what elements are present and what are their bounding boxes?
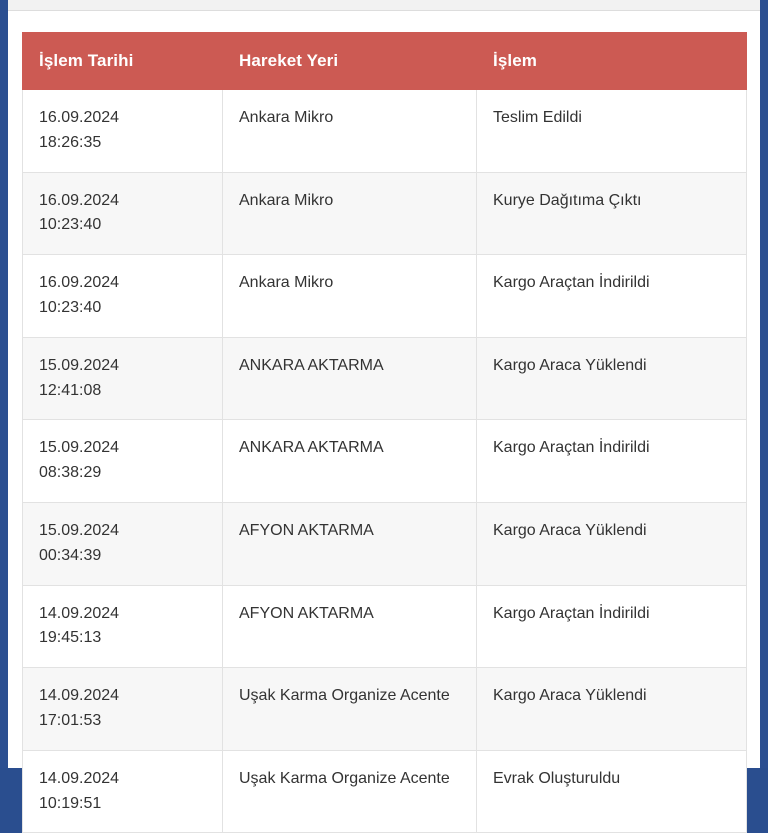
column-header-hareket-yeri: Hareket Yeri bbox=[223, 33, 477, 90]
cell-date bbox=[23, 585, 223, 668]
cargo-tracking-table-container bbox=[22, 32, 746, 833]
cell-date-time: 19:45:13 bbox=[39, 629, 102, 647]
cell-action: Kargo Araca Yüklendi bbox=[477, 502, 747, 585]
table-header bbox=[23, 33, 747, 90]
table-row bbox=[23, 585, 747, 668]
cell-place: ANKARA AKTARMA bbox=[223, 420, 477, 503]
table-row bbox=[23, 750, 747, 833]
cell-place: Ankara Mikro bbox=[223, 90, 477, 173]
cell-date-time: 18:26:35 bbox=[39, 133, 102, 151]
table-header-row bbox=[23, 33, 747, 90]
cell-date-time: 12:41:08 bbox=[39, 381, 102, 399]
cell-place: Uşak Karma Organize Acente bbox=[223, 668, 477, 751]
cell-action: Kurye Dağıtıma Çıktı bbox=[477, 172, 747, 255]
cell-date-time: 10:23:40 bbox=[39, 216, 102, 234]
table-row bbox=[23, 337, 747, 420]
cell-date bbox=[23, 90, 223, 173]
cell-place: Ankara Mikro bbox=[223, 255, 477, 338]
table-row bbox=[23, 420, 747, 503]
top-divider-strip bbox=[8, 0, 760, 11]
cell-date-day: 14.09.2024 bbox=[39, 687, 120, 705]
cell-action: Kargo Araçtan İndirildi bbox=[477, 585, 747, 668]
cell-date-day: 15.09.2024 bbox=[39, 521, 120, 539]
cell-place: Uşak Karma Organize Acente bbox=[223, 750, 477, 833]
cell-place: Ankara Mikro bbox=[223, 172, 477, 255]
cell-action: Kargo Araca Yüklendi bbox=[477, 337, 747, 420]
cell-action: Evrak Oluşturuldu bbox=[477, 750, 747, 833]
column-header-islem-tarihi: İşlem Tarihi bbox=[23, 33, 223, 90]
cell-date-time: 08:38:29 bbox=[39, 464, 102, 482]
cell-date bbox=[23, 420, 223, 503]
cell-date-day: 16.09.2024 bbox=[39, 274, 120, 292]
cell-date bbox=[23, 750, 223, 833]
cell-action: Teslim Edildi bbox=[477, 90, 747, 173]
table-row bbox=[23, 90, 747, 173]
cell-date-day: 16.09.2024 bbox=[39, 109, 120, 126]
cell-date bbox=[23, 502, 223, 585]
cell-date bbox=[23, 255, 223, 338]
table-body bbox=[23, 90, 747, 833]
cell-date-time: 17:01:53 bbox=[39, 711, 102, 729]
cell-place: ANKARA AKTARMA bbox=[223, 337, 477, 420]
cell-place: AFYON AKTARMA bbox=[223, 585, 477, 668]
cell-date-time: 10:23:40 bbox=[39, 298, 102, 316]
cell-date bbox=[23, 337, 223, 420]
cell-action: Kargo Araçtan İndirildi bbox=[477, 420, 747, 503]
table-row bbox=[23, 172, 747, 255]
table-row bbox=[23, 502, 747, 585]
cell-place: AFYON AKTARMA bbox=[223, 502, 477, 585]
cell-date-day: 14.09.2024 bbox=[39, 604, 120, 622]
cell-date bbox=[23, 668, 223, 751]
cell-date-day: 15.09.2024 bbox=[39, 439, 120, 457]
cell-date-time: 00:34:39 bbox=[39, 546, 102, 564]
column-header-islem: İşlem bbox=[477, 33, 747, 90]
cell-action: Kargo Araca Yüklendi bbox=[477, 668, 747, 751]
cell-date-time: 10:19:51 bbox=[39, 794, 102, 812]
cell-action: Kargo Araçtan İndirildi bbox=[477, 255, 747, 338]
cell-date bbox=[23, 172, 223, 255]
cell-date-day: 15.09.2024 bbox=[39, 356, 120, 374]
table-row bbox=[23, 668, 747, 751]
table-row bbox=[23, 255, 747, 338]
content-frame bbox=[8, 0, 760, 812]
cargo-tracking-table bbox=[22, 32, 747, 833]
cell-date-day: 16.09.2024 bbox=[39, 191, 120, 209]
cell-date-day: 14.09.2024 bbox=[39, 769, 120, 787]
